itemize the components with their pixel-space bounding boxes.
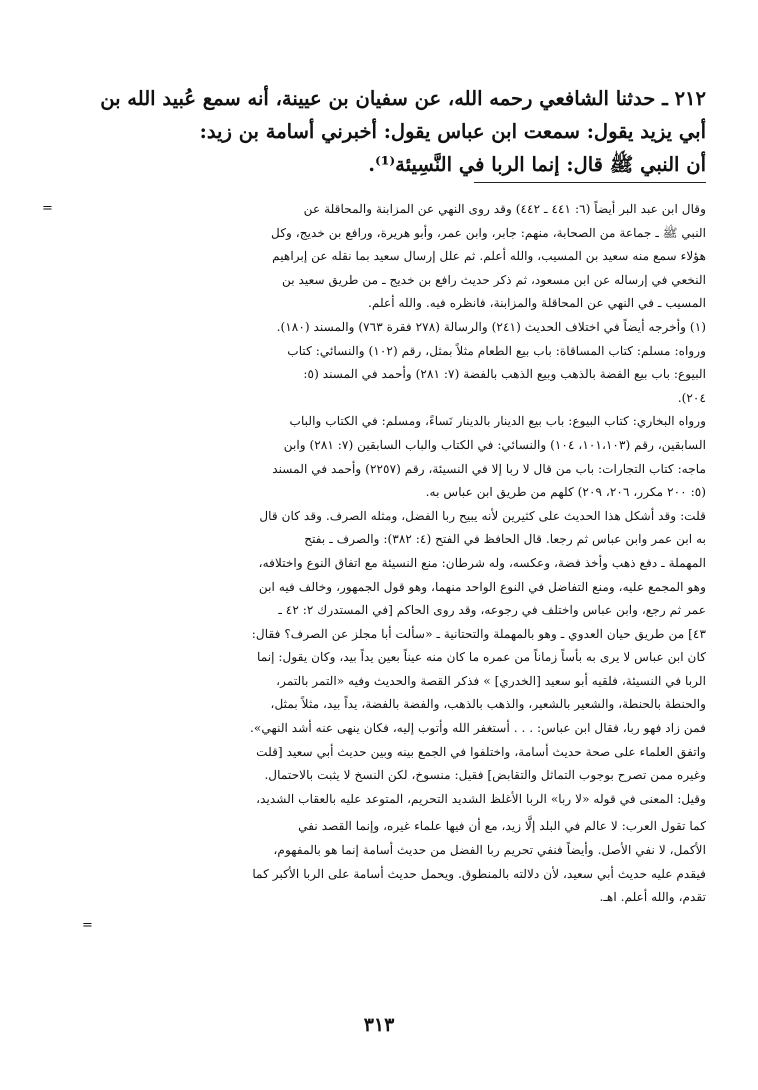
footnote-separator — [474, 182, 706, 183]
footnote-line: (١) وأخرجه أيضاً في اختلاف الحديث (٢٤١) والرسالة (٢٧٨ فقرة ٧٦٣) والمسند (١٨٠). — [276, 319, 706, 334]
footnote-line: وغيره ممن تصرح بوجوب التماثل والتقابض] فقيل: منسوخ، لكن النسخ لا يثبت بالاحتمال. — [264, 768, 706, 783]
footnote-block — [54, 316, 706, 340]
footnote-line: (٥: ٢٠٠ مكرر، ٢٠٦، ٢٠٩) كلهم من طريق ابن عباس به. — [425, 485, 706, 500]
footnote-line: قلت: وقد أشكل هذا الحديث على كثيرين لأنه يبيح ربا الفضل، ومثله الصرف. وقد كان قال — [259, 508, 706, 523]
footnote-line: به ابن عمر وابن عباس ثم رجعا. قال الحافظ في الفتح (٤: ٣٨٢): والصرف ـ بفتح — [304, 532, 706, 547]
footnote-line: عمر ثم رجع، وابن عباس واختلف في رجوعه، وقد روى الحاكم [في المستدرك ٢: ٤٢ ـ — [278, 603, 706, 618]
footnote-line: السابقين، رقم (١٠١،١٠٣، ١٠٤) والنسائي: في الكتاب والباب السابقين (٧: ٢٨١) وابن — [283, 437, 706, 452]
footnote-line: وقيل: المعنى في قوله «لا ربا» الربا الأغلظ الشديد التحريم، المتوعد عليه بالعقاب الشديد، — [256, 791, 706, 806]
footnote-line: النخعي في إرساله عن ابن مسعود، ثم ذكر حديث رافع بن خديج ـ من طريق سعيد بن — [281, 272, 706, 287]
footnote-line: المسيب ـ في النهي عن المحاقلة والمزابنة، فانظره فيه. والله أعلم. — [367, 296, 706, 311]
footnote-line: ورواه البخاري: كتاب البيوع: باب بيع الدينار بالدينار نَساءً، ومسلم: في الكتاب والباب — [289, 414, 706, 429]
footnote-line: كان ابن عباس لا يرى به بأساً زماناً من عمره ما كان منه عيناً بعين يداً بيد، وكان يقول: إنما — [257, 650, 706, 665]
footnote-line: ورواه: مسلم: كتاب المساقاة: باب بيع الطعام مثلاً بمثل، رقم (١٠٢) والنسائي: كتاب — [287, 343, 706, 358]
hadith-line: ٢١٢ ـ حدثنا الشافعي رحمه الله، عن سفيان بن عيينة، أنه سمع عُبيد الله بن — [100, 87, 706, 110]
footnote-block — [54, 505, 706, 812]
footnote-line: ٢٠٤). — [677, 390, 706, 405]
page-number: ٣١٣ — [363, 1014, 395, 1036]
footnote-block — [54, 410, 706, 504]
footnote-block — [54, 340, 706, 411]
footnote-line: ماجه: كتاب التجارات: باب من قال لا ربا إلا في النسيئة، رقم (٢٢٥٧) وأحمد في المسند — [272, 461, 706, 476]
footnote-line: وهو المجمع عليه، ومنع التفاضل في النوع الواحد منهما، وهو قول الجمهور، وخالف فيه ابن — [258, 579, 706, 594]
footnote-line: تقدم، والله أعلم. اهـ. — [599, 890, 706, 905]
footnote-line: المهملة ـ دفع ذهب وأخذ فضة، وعكسه، وله شرطان: منع النسيئة مع اتفاق النوع واختلافه، — [258, 555, 706, 570]
hadith-line: أن النبي ﷺ قال: إنما الربا في النَّسِيئة⁽¹⁾. — [368, 153, 706, 176]
footnote-block — [54, 815, 706, 909]
footnote-block — [54, 198, 706, 316]
footnote-line: هؤلاء سمع منه سعيد بن المسيب، والله أعلم. ثم علل إرسال سعيد بما نقله عن إبراهيم — [272, 249, 706, 264]
hadith-text — [54, 82, 706, 181]
footnote-line: كما تقول العرب: لا عالم في البلد إلَّا زيد، مع أن فيها علماء غيره، وإنما القصد نفي — [298, 819, 706, 834]
footnote-line: والحنطة بالحنطة، والشعير بالشعير، والذهب بالذهب، والفضة بالفضة، يداً بيد، مثلاً بمثل، — [270, 697, 706, 712]
footnote-line: واتفق العلماء على صحة حديث أسامة، واختلفوا في الجمع بينه وبين حديث أبي سعيد [قلت — [256, 744, 706, 759]
continuation-mark: = — [42, 201, 53, 216]
hadith-line: أبي يزيد يقول: سمعت ابن عباس يقول: أخبرني أسامة بن زيد: — [199, 120, 706, 143]
footnote-line: الربا في النسيئة، فلقيه أبو سعيد [الخدري] » فذكر القصة والحديث وفيه «التمر بالتمر، — [276, 673, 706, 688]
footnote-line: فمن زاد فهو ربا، فقال ابن عباس: . . . أستغفر الله وأتوب إليه، فكان ينهى عنه أشد النهي». — [250, 721, 706, 736]
footnote-line: فيقدم عليه حديث أبي سعيد، لأن دلالته بالمنطوق. ويحمل حديث أسامة على الربا الأكبر كما — [252, 866, 706, 881]
footnote-line: الأكمل، لا نفي الأصل. وأيضاً فنفي تحريم ربا الفضل من حديث أسامة إنما هو بالمفهوم، — [273, 843, 706, 858]
footnote-line: ٤٣] من طريق حيان العدوي ـ وهو بالمهملة والتحتانية ـ «سألت أبا مجلز عن الصرف؟ فقال: — [251, 626, 706, 641]
continuation-mark-end: = — [82, 918, 93, 933]
footnote-line: وقال ابن عبد البر أيضاً (٦: ٤٤١ ـ ٤٤٢) وقد روى النهي عن المزابنة والمحاقلة عن — [303, 202, 706, 216]
footnote-line: النبي ﷺ ـ جماعة من الصحابة، منهم: جابر، وابن عمر، وأبو هريرة، ورافع بن خديج، وكل — [270, 225, 706, 240]
footnote-line: البيوع: باب بيع الفضة بالذهب وبيع الذهب بالفضة (٧: ٢٨١) وأحمد في المسند (٥: — [303, 367, 706, 382]
footnotes — [54, 198, 706, 910]
